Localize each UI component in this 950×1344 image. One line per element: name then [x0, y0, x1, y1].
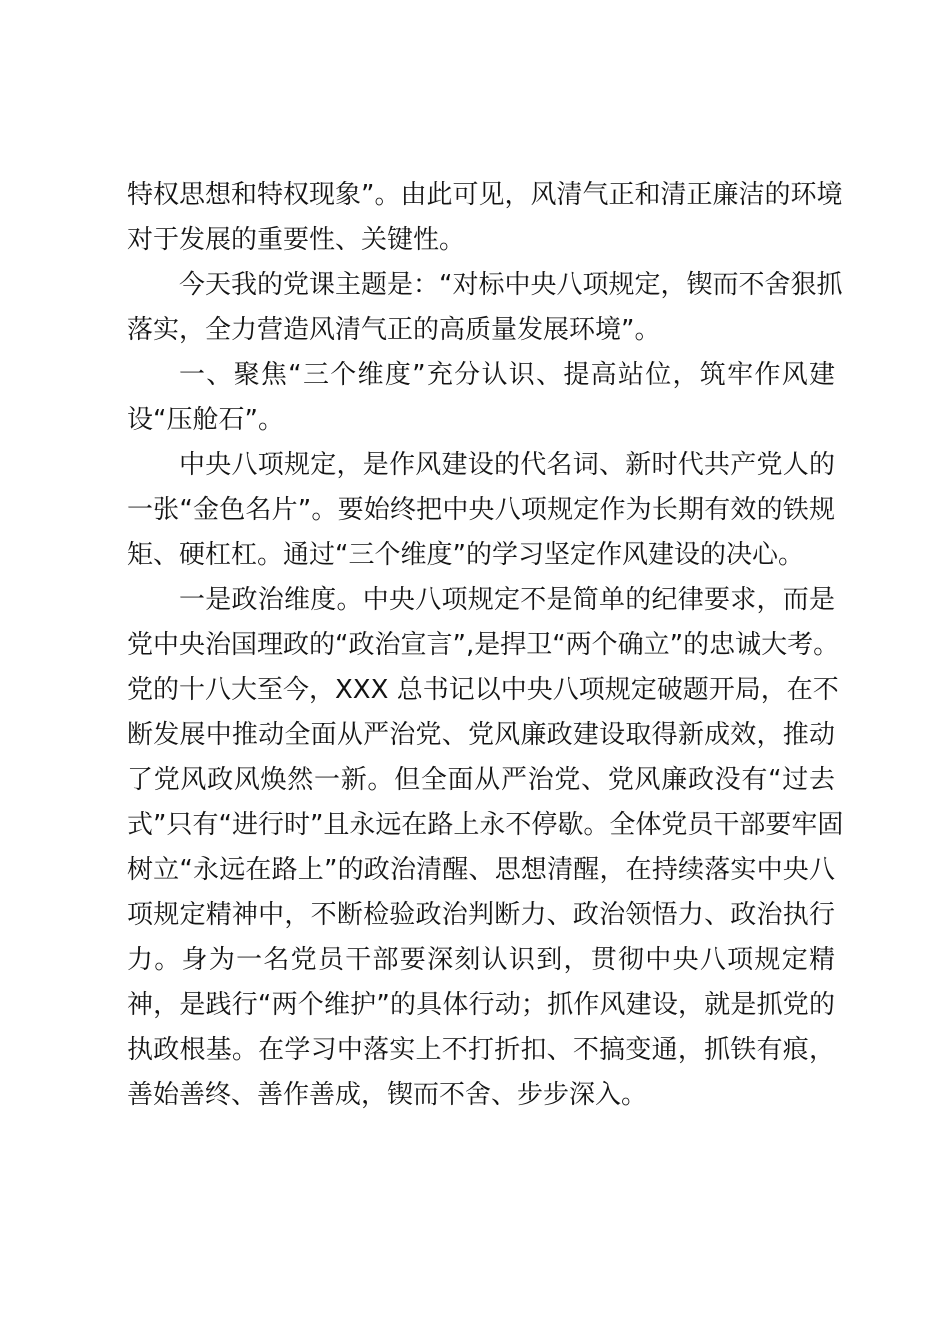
text-line: 特权思想和特权现象”。由此可见，风清气正和清正廉洁的环境	[127, 180, 843, 210]
text-line: 了党风政风焕然一新。但全面从严治党、党风廉政没有“过去	[127, 765, 835, 795]
text-line: 落实，全力营造风清气正的高质量发展环境”。	[127, 315, 661, 345]
text-line: 党中央治国理政的“政治宣言”,是捍卫“两个确立”的忠诚大考。	[127, 630, 840, 660]
document-body	[127, 173, 844, 1118]
text-line: 一、聚焦“三个维度”充分认识、提高站位，筑牢作风建	[179, 360, 835, 390]
text-line: 中央八项规定，是作风建设的代名词、新时代共产党人的	[179, 450, 835, 480]
text-line: 力。身为一名党员干部要深刻认识到，贯彻中央八项规定精	[127, 945, 835, 975]
text-line: 断发展中推动全面从严治党、党风廉政建设取得新成效，推动	[127, 720, 835, 750]
text-line: 式”只有“进行时”且永远在路上永不停歇。全体党员干部要牢固	[127, 810, 844, 840]
text-line: 善始善终、善作善成，锲而不舍、步步深入。	[127, 1080, 648, 1110]
text-line: 对于发展的重要性、关键性。	[127, 225, 466, 255]
text-line: 树立“永远在路上”的政治清醒、思想清醒，在持续落实中央八	[127, 855, 835, 885]
text-line: 一是政治维度。中央八项规定不是简单的纪律要求，而是	[179, 585, 835, 615]
text-line: 党的十八大至今，XXX 总书记以中央八项规定破题开局，在不	[127, 675, 839, 705]
text-line: 今天我的党课主题是：“对标中央八项规定，锲而不舍狠抓	[179, 270, 843, 300]
text-line: 矩、硬杠杠。通过“三个维度”的学习坚定作风建设的决心。	[127, 540, 804, 570]
text-line: 项规定精神中，不断检验政治判断力、政治领悟力、政治执行	[127, 900, 835, 930]
text-line: 执政根基。在学习中落实上不打折扣、不搞变通，抓铁有痕，	[127, 1035, 835, 1065]
text-line: 设“压舱石”。	[127, 405, 284, 435]
text-line: 一张“金色名片”。要始终把中央八项规定作为长期有效的铁规	[127, 495, 835, 525]
text-line: 神，是践行“两个维护”的具体行动；抓作风建设，就是抓党的	[127, 990, 835, 1020]
